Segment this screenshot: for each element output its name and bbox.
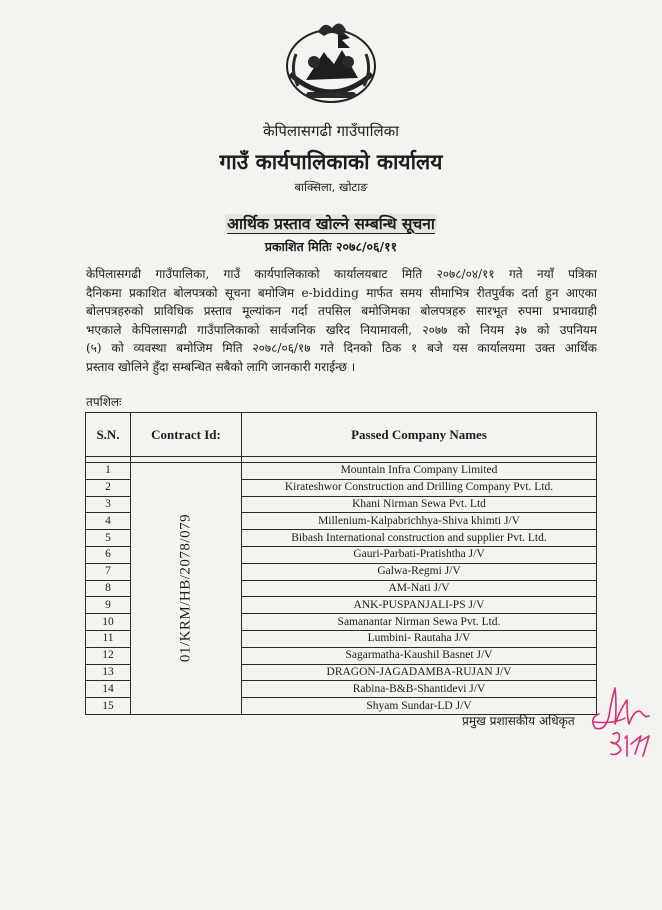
row-sn: 9 xyxy=(86,597,131,614)
row-company-name: Kirateshwor Construction and Drilling Company Pvt. Ltd. xyxy=(242,479,597,496)
nepal-government-emblem-icon xyxy=(276,14,386,110)
signature-icon xyxy=(585,678,651,760)
passed-companies-table xyxy=(85,412,597,715)
row-sn: 2 xyxy=(86,479,131,496)
row-sn: 8 xyxy=(86,580,131,597)
notice-body xyxy=(86,265,597,377)
row-sn: 1 xyxy=(86,463,131,480)
row-sn: 10 xyxy=(86,614,131,631)
office-address: बाक्सिला, खोटाङ xyxy=(294,180,368,194)
table-row xyxy=(86,463,597,480)
notice-body-line: (५) को व्यवस्था बमोजिम मिति २०७८/०६/१७ गते दिनको ठिक १ बजे यस कार्यालयमा उक्त आर्थिक xyxy=(86,341,597,356)
header-contract-id: Contract Id: xyxy=(131,413,242,457)
row-company-name: Galwa-Regmi J/V xyxy=(242,563,597,580)
notice-subject-text: आर्थिक प्रस्ताव खोल्ने सम्बन्धि सूचना xyxy=(227,214,435,233)
row-company-name: Shyam Sundar-LD J/V xyxy=(242,698,597,715)
notice-subject xyxy=(0,212,662,234)
row-sn: 14 xyxy=(86,681,131,698)
row-company-name: DRAGON-JAGADAMBA-RUJAN J/V xyxy=(242,664,597,681)
row-company-name: Khani Nirman Sewa Pvt. Ltd xyxy=(242,496,597,513)
row-sn: 4 xyxy=(86,513,131,530)
row-company-name: Rabina-B&B-Shantidevi J/V xyxy=(242,681,597,698)
row-sn: 13 xyxy=(86,664,131,681)
row-sn: 12 xyxy=(86,647,131,664)
contract-id-value: 01/KRM/HB/2078/079 xyxy=(177,514,194,663)
row-company-name: Lumbini- Rautaha J/V xyxy=(242,630,597,647)
notice-body-line: केपिलासगढी गाउँपालिका, गाउँ कार्यपालिकाको कार्यालयबाट मिति २०७८/०४/११ गते नयाँ पत्रिका xyxy=(86,267,597,281)
row-company-name: Millenium-Kalpabrichhya-Shiva khimti J/V xyxy=(242,513,597,530)
header-company-names: Passed Company Names xyxy=(242,413,597,457)
row-company-name: Bibash International construction and supplier Pvt. Ltd. xyxy=(242,530,597,547)
row-sn: 5 xyxy=(86,530,131,547)
row-sn: 15 xyxy=(86,698,131,715)
row-company-name: Gauri-Parbati-Pratishtha J/V xyxy=(242,546,597,563)
notice-body-line: दैनिकमा प्रकाशित बोलपत्रको सूचना बमोजिम e-bidding मार्फत समय सीमाभित्र रीतपुर्वक दर्ता हुन आएका xyxy=(86,285,597,300)
row-company-name: Samanantar Nirman Sewa Pvt. Ltd. xyxy=(242,614,597,631)
table-header-row xyxy=(86,413,597,457)
office-name: गाउँ कार्यपालिकाको कार्यालय xyxy=(219,149,443,174)
details-label: तपशिलः xyxy=(86,395,122,409)
officer-title: प्रमुख प्रशासकीय अधिकृत xyxy=(462,714,575,728)
notice-body-line: बोलपत्रहरुको प्राविधिक प्रस्ताव मूल्यांकन गर्दा तपसिल बमोजिमका बोलपत्रहरु सारभूत रुपमा प्रभावग्राही xyxy=(86,304,597,319)
row-sn: 3 xyxy=(86,496,131,513)
row-company-name: Mountain Infra Company Limited xyxy=(242,463,597,480)
row-company-name: Sagarmatha-Kaushil Basnet J/V xyxy=(242,647,597,664)
published-date: प्रकाशित मितिः २०७८/०६/११ xyxy=(264,239,398,254)
organization-name: केपिलासगढी गाउँपालिका xyxy=(262,122,400,140)
header-sn: S.N. xyxy=(86,413,131,457)
notice-body-line: भएकाले केपिलासगढी गाउँपालिकाको सार्वजनिक खरिद नियामावली, २०७७ को नियम ३७ को उपनियम xyxy=(86,322,597,337)
row-sn: 7 xyxy=(86,563,131,580)
row-sn: 6 xyxy=(86,546,131,563)
notice-body-line: प्रस्ताव खोलिने हुँदा सम्बन्धित सबैको लागि जानकारी गराईन्छ । xyxy=(86,359,356,374)
row-company-name: ANK-PUSPANJALI-PS J/V xyxy=(242,597,597,614)
row-sn: 11 xyxy=(86,630,131,647)
row-company-name: AM-Nati J/V xyxy=(242,580,597,597)
contract-id-cell xyxy=(131,463,242,715)
